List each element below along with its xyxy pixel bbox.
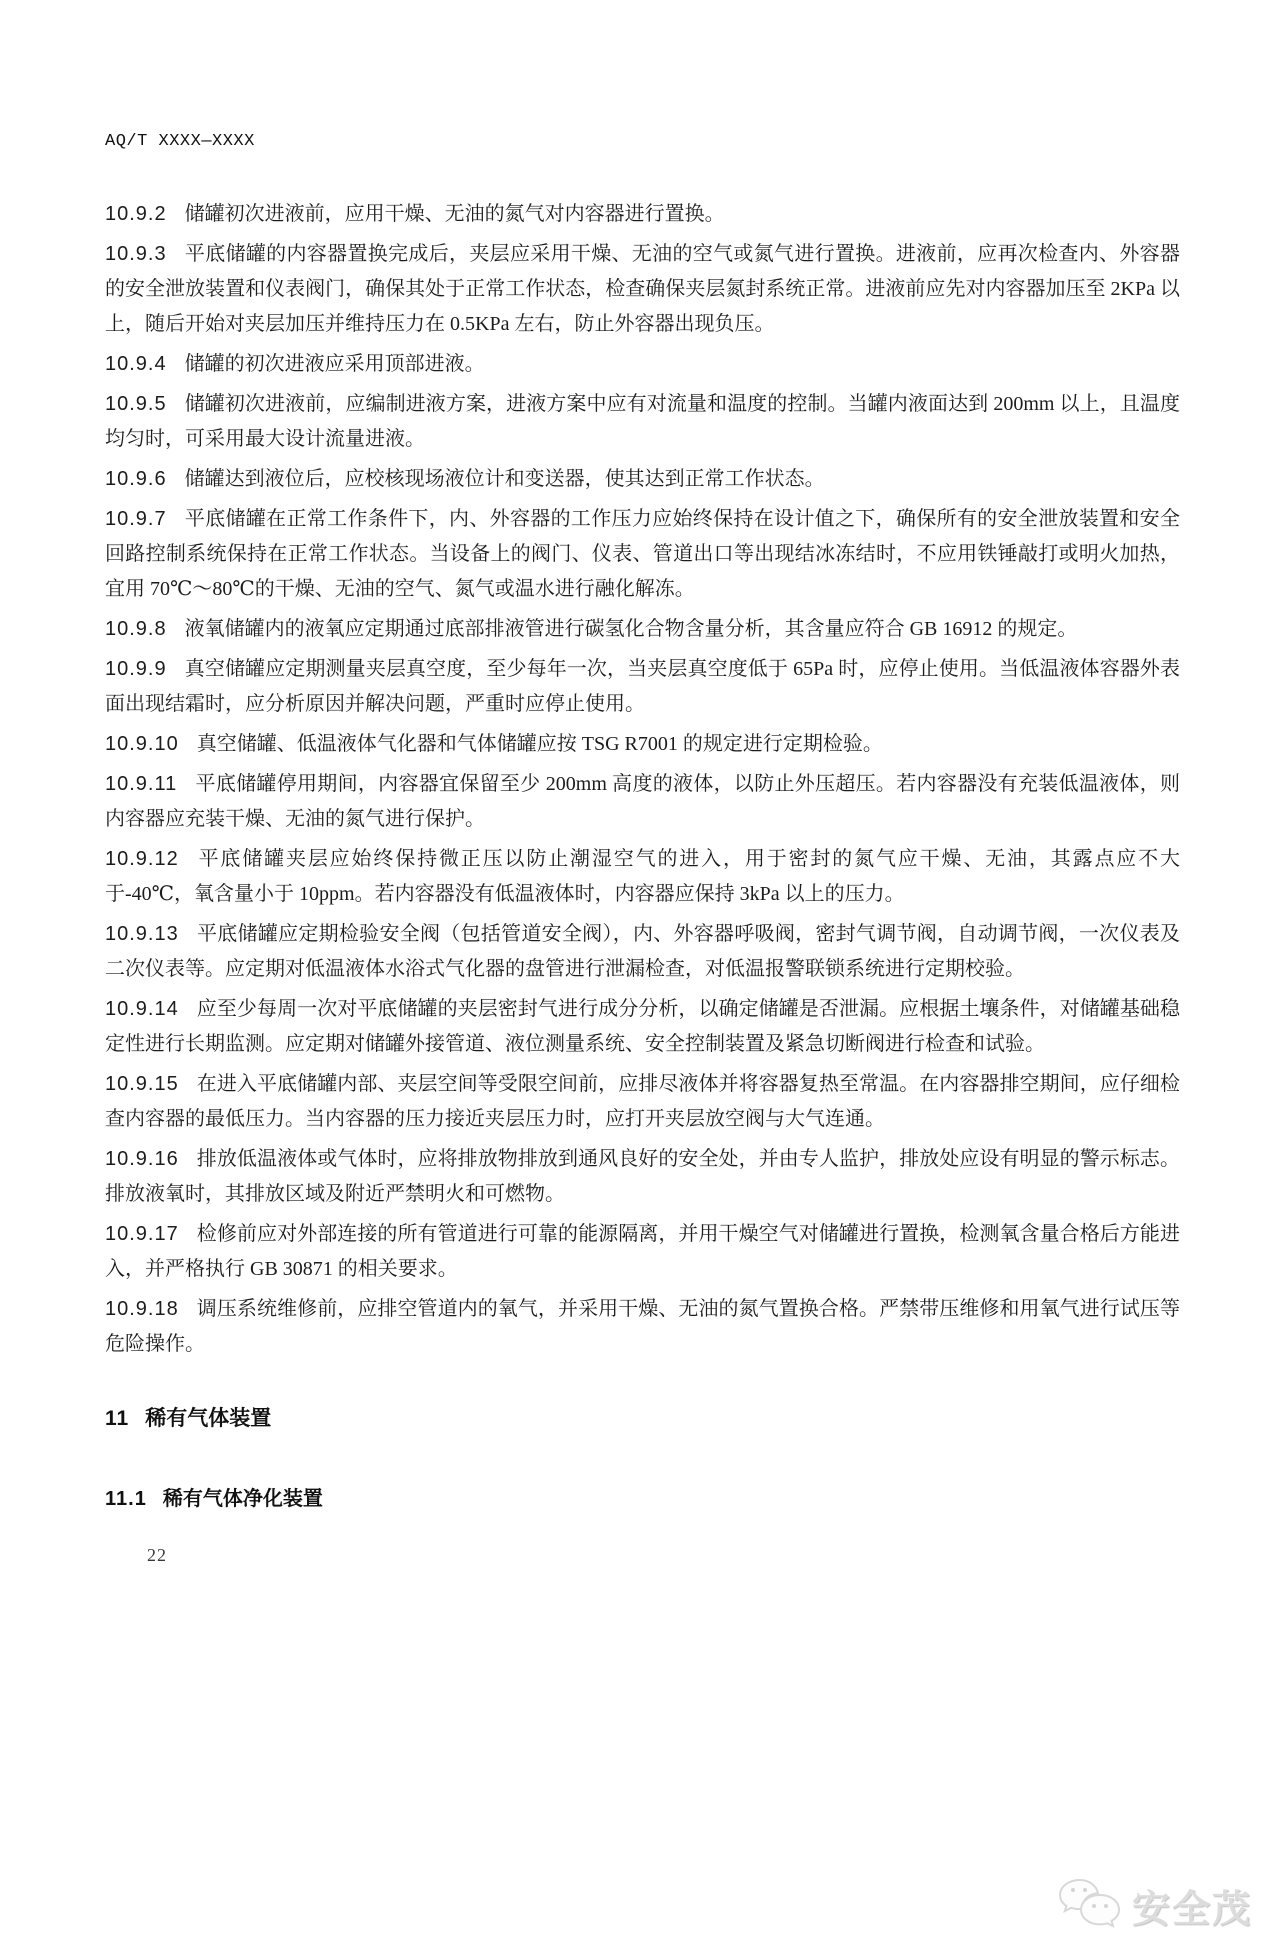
document-page: [0, 132, 1280, 1566]
clause-number: 10.9.17: [105, 1223, 179, 1245]
clause-number: 10.9.16: [105, 1148, 179, 1170]
clause-text: 排放低温液体或气体时，应将排放物排放到通风良好的安全处，并由专人监护，排放处应设有明显的警示标志。排放液氧时，其排放区域及附近严禁明火和可燃物。: [105, 1148, 1180, 1205]
clause-text: 真空储罐、低温液体气化器和气体储罐应按 TSG R7001 的规定进行定期检验。: [196, 733, 883, 755]
clause-text: 储罐初次进液前，应编制进液方案，进液方案中应有对流量和温度的控制。当罐内液面达到 200mm 以上，且温度均匀时，可采用最大设计流量进液。: [105, 393, 1180, 450]
clause-paragraph: [105, 1217, 1180, 1287]
watermark-text: 安全茂: [1131, 1888, 1252, 1931]
clause-number: 10.9.15: [105, 1073, 179, 1095]
clause-text: 应至少每周一次对平底储罐的夹层密封气进行成分分析，以确定储罐是否泄漏。应根据土壤条件，对储罐基础稳定性进行长期监测。应定期对储罐外接管道、液位测量系统、安全控制装置及紧急切断阀进行检查和试验。: [105, 998, 1180, 1055]
clause-number: 10.9.4: [105, 353, 167, 375]
clause-paragraph: [105, 727, 1180, 762]
section-heading-11-1: [105, 1482, 1180, 1511]
clause-list: [105, 197, 1180, 1362]
section-number: 11.1: [105, 1488, 147, 1510]
clause-text: 储罐达到液位后，应校核现场液位计和变送器，使其达到正常工作状态。: [184, 468, 825, 490]
clause-text: 平底储罐夹层应始终保持微正压以防止潮湿空气的进入，用于密封的氮气应干燥、无油，其露点应不大于-40℃，氧含量小于 10ppm。若内容器没有低温液体时，内容器应保持 3kPa 以上的压力。: [105, 848, 1180, 905]
clause-number: 10.9.10: [105, 733, 179, 755]
section-title: 稀有气体装置: [145, 1407, 272, 1430]
page-number: 22: [147, 1545, 167, 1565]
clause-text: 在进入平底储罐内部、夹层空间等受限空间前，应排尽液体并将容器复热至常温。在内容器排空期间，应仔细检查内容器的最低压力。当内容器的压力接近夹层压力时，应打开夹层放空阀与大气连通。: [105, 1073, 1180, 1130]
clause-paragraph: [105, 197, 1180, 232]
clause-text: 储罐的初次进液应采用顶部进液。: [184, 353, 485, 375]
clause-paragraph: [105, 1067, 1180, 1137]
watermark: [1058, 1876, 1252, 1934]
clause-paragraph: [105, 767, 1180, 837]
clause-paragraph: [105, 1292, 1180, 1362]
clause-number: 10.9.14: [105, 998, 179, 1020]
clause-number: 10.9.11: [105, 773, 178, 795]
clause-paragraph: [105, 842, 1180, 912]
clause-paragraph: [105, 992, 1180, 1062]
clause-number: 10.9.9: [105, 658, 167, 680]
clause-paragraph: [105, 652, 1180, 722]
clause-number: 10.9.18: [105, 1298, 179, 1320]
clause-text: 调压系统维修前，应排空管道内的氧气，并采用干燥、无油的氮气置换合格。严禁带压维修和用氧气进行试压等危险操作。: [105, 1298, 1180, 1355]
clause-text: 储罐初次进液前，应用干燥、无油的氮气对内容器进行置换。: [184, 203, 725, 225]
clause-number: 10.9.8: [105, 618, 167, 640]
clause-paragraph: [105, 1142, 1180, 1212]
clause-paragraph: [105, 237, 1180, 342]
clause-paragraph: [105, 347, 1180, 382]
clause-paragraph: [105, 917, 1180, 987]
clause-paragraph: [105, 612, 1180, 647]
clause-text: 液氧储罐内的液氧应定期通过底部排液管进行碳氢化合物含量分析，其含量应符合 GB 16912 的规定。: [184, 618, 1078, 640]
clause-number: 10.9.6: [105, 468, 167, 490]
clause-number: 10.9.5: [105, 393, 167, 415]
clause-number: 10.9.7: [105, 508, 167, 530]
clause-text: 平底储罐的内容器置换完成后，夹层应采用干燥、无油的空气或氮气进行置换。进液前，应再次检查内、外容器的安全泄放装置和仪表阀门，确保其处于正常工作状态，检查确保夹层氮封系统正常。进液前应先对内容器加压至 2KPa 以上，随后开始对夹层加压并维持压力在 0.5KPa 左右，防止外容器出现负压。: [105, 243, 1180, 335]
clause-paragraph: [105, 387, 1180, 457]
section-number: 11: [105, 1407, 130, 1430]
clause-number: 10.9.12: [105, 848, 179, 870]
clause-text: 检修前应对外部连接的所有管道进行可靠的能源隔离，并用干燥空气对储罐进行置换，检测氧含量合格后方能进入，并严格执行 GB 30871 的相关要求。: [105, 1223, 1180, 1280]
clause-number: 10.9.2: [105, 203, 167, 225]
clause-paragraph: [105, 502, 1180, 607]
section-heading-11: [105, 1402, 1180, 1432]
clause-text: 平底储罐应定期检验安全阀（包括管道安全阀），内、外容器呼吸阀，密封气调节阀，自动调节阀，一次仪表及二次仪表等。应定期对低温液体水浴式气化器的盘管进行泄漏检查，对低温报警联锁系统进行定期校验。: [105, 923, 1180, 980]
clause-paragraph: [105, 462, 1180, 497]
clause-text: 平底储罐停用期间，内容器宜保留至少 200mm 高度的液体，以防止外压超压。若内容器没有充装低温液体，则内容器应充装干燥、无油的氮气进行保护。: [105, 773, 1180, 830]
clause-number: 10.9.3: [105, 243, 167, 265]
clause-text: 平底储罐在正常工作条件下，内、外容器的工作压力应始终保持在设计值之下，确保所有的安全泄放装置和安全回路控制系统保持在正常工作状态。当设备上的阀门、仪表、管道出口等出现结冰冻结时，不应用铁锤敲打或明火加热，宜用 70℃～80℃的干燥、无油的空气、氮气或温水进行融化解冻。: [105, 508, 1180, 600]
clause-number: 10.9.13: [105, 923, 179, 945]
section-title: 稀有气体净化装置: [162, 1488, 323, 1510]
wechat-bubbles-icon: [1058, 1876, 1122, 1934]
clause-text: 真空储罐应定期测量夹层真空度，至少每年一次，当夹层真空度低于 65Pa 时，应停止使用。当低温液体容器外表面出现结霜时，应分析原因并解决问题，严重时应停止使用。: [105, 658, 1180, 715]
standard-number-header: AQ/T XXXX—XXXX: [105, 132, 255, 151]
